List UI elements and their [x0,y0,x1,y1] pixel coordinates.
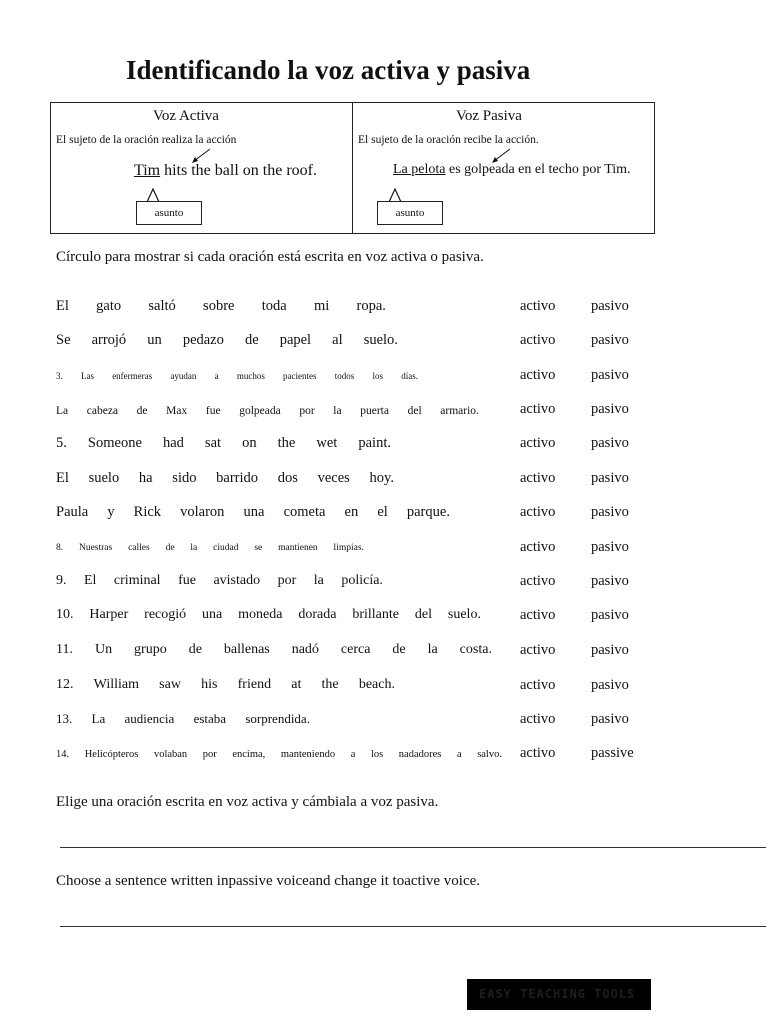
question-word: encima, [232,749,266,760]
question-sentence [56,711,310,727]
question-word: la [333,405,342,417]
passive-voice-example [393,162,631,178]
option-active[interactable]: activo [520,677,556,693]
question-word: suelo. [363,332,398,348]
question-sentence [56,405,479,417]
question-word: de [392,642,406,657]
question-sentence [56,504,450,521]
question-word: Paula [56,504,89,520]
question-word: Max [166,405,188,417]
question-word: the [277,435,296,451]
voice-definition-box [50,102,655,234]
option-passive[interactable]: pasivo [591,367,629,383]
question-word: sat [204,435,222,451]
active-example-subject: Tim [134,162,161,179]
question-word: la [190,543,198,553]
question-word: sobre [203,298,235,314]
question-word: puerta [360,405,389,417]
passive-voice-description: El sujeto de la oración recibe la acción. [358,134,539,146]
question-word: armario. [440,405,479,417]
question-word: 14. [56,749,70,760]
question-word: Nuestras [78,543,113,553]
question-word: ropa. [356,298,386,314]
passive-voice-heading: Voz Pasiva [456,108,522,124]
question-word: gato [96,298,122,314]
option-passive[interactable]: pasivo [591,573,629,589]
option-passive[interactable]: passive [591,745,634,761]
question-word: friend [237,677,272,692]
question-word: veces [317,470,350,486]
option-passive[interactable]: pasivo [591,435,629,451]
active-subject-callout: asunto [136,201,202,225]
question-word: dos [277,470,298,486]
question-word: a [456,749,462,760]
question-word: suelo [88,470,120,486]
question-word: ayudan [170,371,197,381]
option-active[interactable]: activo [520,745,556,761]
question-word: 11. [56,642,73,657]
question-word: cabeza [86,405,119,417]
question-word: volaban [153,749,188,760]
question-word: manteniendo [280,749,336,760]
question-word: avistado [213,573,261,588]
option-passive[interactable]: pasivo [591,332,629,348]
question-word: on [242,435,257,451]
question-word: William [93,677,139,692]
option-active[interactable]: activo [520,607,556,623]
question-word: limpias. [333,543,364,553]
active-voice-description: El sujeto de la oración realiza la acción [56,134,237,146]
question-sentence [56,749,502,760]
question-word: sorprendida. [245,711,310,726]
question-word: de [136,405,148,417]
question-word: del [407,405,422,417]
box-divider [352,103,353,233]
passive-example-subject: La pelota [393,162,446,177]
question-word: de [165,543,175,553]
option-passive[interactable]: pasivo [591,470,629,486]
question-word: los [372,371,383,381]
question-word: ciudad [213,543,239,553]
question-word: suelo. [447,607,481,622]
question-word: una [202,607,223,622]
question-word: el [377,504,388,520]
question-word: por [277,573,297,588]
question-word: costa. [459,642,492,657]
option-passive[interactable]: pasivo [591,504,629,520]
question-word: La [91,711,106,726]
question-sentence [56,543,364,553]
question-word: toda [261,298,287,314]
question-word: Helicópteros [84,749,139,760]
question-word: enfermeras [112,371,153,381]
question-sentence [56,435,391,452]
question-word: criminal [113,573,161,588]
option-active[interactable]: activo [520,711,556,727]
option-active[interactable]: activo [520,332,556,348]
active-example-rest: hits the ball on the roof. [160,162,317,179]
question-word: Las [80,371,94,381]
footer-logo-bar: EASY TEACHING TOOLS [467,979,651,1010]
question-word: El [56,470,69,486]
question-word: ballenas [223,642,270,657]
question-word: golpeada [239,405,281,417]
question-word: brillante [352,607,399,622]
question-sentence [56,642,492,658]
passive-subject-callout: asunto [377,201,443,225]
question-word: 5. [56,435,67,451]
question-word: a [350,749,356,760]
question-word: fue [205,405,221,417]
question-word: estaba [193,711,227,726]
question-word: fue [178,573,196,588]
instruction-active-to-passive: Elige una oración escrita en voz activa y cámbiala a voz pasiva. [56,794,439,810]
option-passive[interactable]: pasivo [591,607,629,623]
question-word: se [254,543,263,553]
question-word: 8. [56,543,64,553]
question-sentence [56,298,386,315]
option-passive[interactable]: pasivo [591,642,629,658]
question-sentence [56,607,481,623]
question-sentence [56,371,418,381]
question-word: pacientes [283,371,317,381]
option-active[interactable]: activo [520,642,556,658]
question-word: pedazo [182,332,224,348]
question-sentence [56,677,395,693]
question-word: moneda [238,607,283,622]
question-word: por [299,405,315,417]
question-word: El [56,298,69,314]
question-word: nadadores [398,749,442,760]
question-word: del [414,607,432,622]
question-sentence [56,573,383,589]
instruction-circle: Círculo para mostrar si cada oración está escrita en voz activa o pasiva. [56,249,484,265]
question-word: volaron [180,504,225,520]
question-word: ha [138,470,153,486]
question-word: saw [159,677,181,692]
option-active[interactable]: activo [520,401,556,417]
question-word: en [344,504,359,520]
answer-line[interactable] [60,926,766,927]
question-word: paint. [358,435,391,451]
option-active[interactable]: activo [520,504,556,520]
question-word: cometa [283,504,326,520]
question-word: cerca [340,642,371,657]
question-word: Someone [87,435,142,451]
question-word: salvo. [477,749,502,760]
question-word: papel [279,332,312,348]
question-word: had [162,435,184,451]
passive-example-rest: es golpeada en el techo por Tim. [445,162,631,177]
question-word: grupo [134,642,167,657]
question-word: arrojó [91,332,127,348]
question-word: y [107,504,115,520]
question-sentence [56,332,398,349]
question-word: por [202,749,217,760]
option-passive[interactable]: pasivo [591,711,629,727]
worksheet-title: Identificando la voz activa y pasiva [126,55,531,85]
active-voice-example [134,162,317,180]
option-active[interactable]: activo [520,367,556,383]
question-word: todos [334,371,355,381]
question-word: policía. [341,573,383,588]
question-word: muchos [236,371,265,381]
question-word: 9. [56,573,67,588]
question-word: los [370,749,384,760]
question-word: at [291,677,302,692]
option-active[interactable]: activo [520,435,556,451]
question-sentence [56,470,394,487]
option-passive[interactable]: pasivo [591,298,629,314]
option-passive[interactable]: pasivo [591,401,629,417]
option-active[interactable]: activo [520,539,556,555]
question-word: la [313,573,324,588]
option-passive[interactable]: pasivo [591,539,629,555]
question-word: El [83,573,97,588]
question-word: nadó [291,642,319,657]
option-active[interactable]: activo [520,298,556,314]
question-word: 3. [56,371,63,381]
question-word: beach. [358,677,395,692]
question-word: la [427,642,438,657]
question-word: sido [172,470,197,486]
question-word: una [243,504,265,520]
question-word: saltó [148,298,176,314]
question-word: al [332,332,343,348]
question-word: Se [56,332,71,348]
question-word: 10. [56,607,74,622]
instruction-passive-to-active: Choose a sentence written inpassive voiceand change it toactive voice. [56,873,481,889]
question-word: his [201,677,218,692]
question-word: the [321,677,339,692]
question-word: Un [94,642,113,657]
question-word: de [188,642,202,657]
option-active[interactable]: activo [520,573,556,589]
question-word: dorada [298,607,337,622]
question-word: 13. [56,711,73,726]
question-word: wet [316,435,338,451]
question-word: Harper [89,607,129,622]
question-word: recogió [144,607,187,622]
question-word: de [244,332,259,348]
question-word: mantienen [278,543,318,553]
question-word: días. [401,371,418,381]
question-word: 12. [56,677,74,692]
question-word: a [214,371,219,381]
question-word: audiencia [124,711,175,726]
question-word: un [147,332,162,348]
question-word: calles [128,543,150,553]
active-voice-heading: Voz Activa [153,108,219,124]
question-word: parque. [406,504,450,520]
question-word: La [56,405,69,417]
question-word: Rick [133,504,162,520]
option-passive[interactable]: pasivo [591,677,629,693]
question-word: hoy. [369,470,394,486]
question-word: mi [313,298,330,314]
question-word: barrido [216,470,259,486]
answer-line[interactable] [60,847,766,848]
option-active[interactable]: activo [520,470,556,486]
